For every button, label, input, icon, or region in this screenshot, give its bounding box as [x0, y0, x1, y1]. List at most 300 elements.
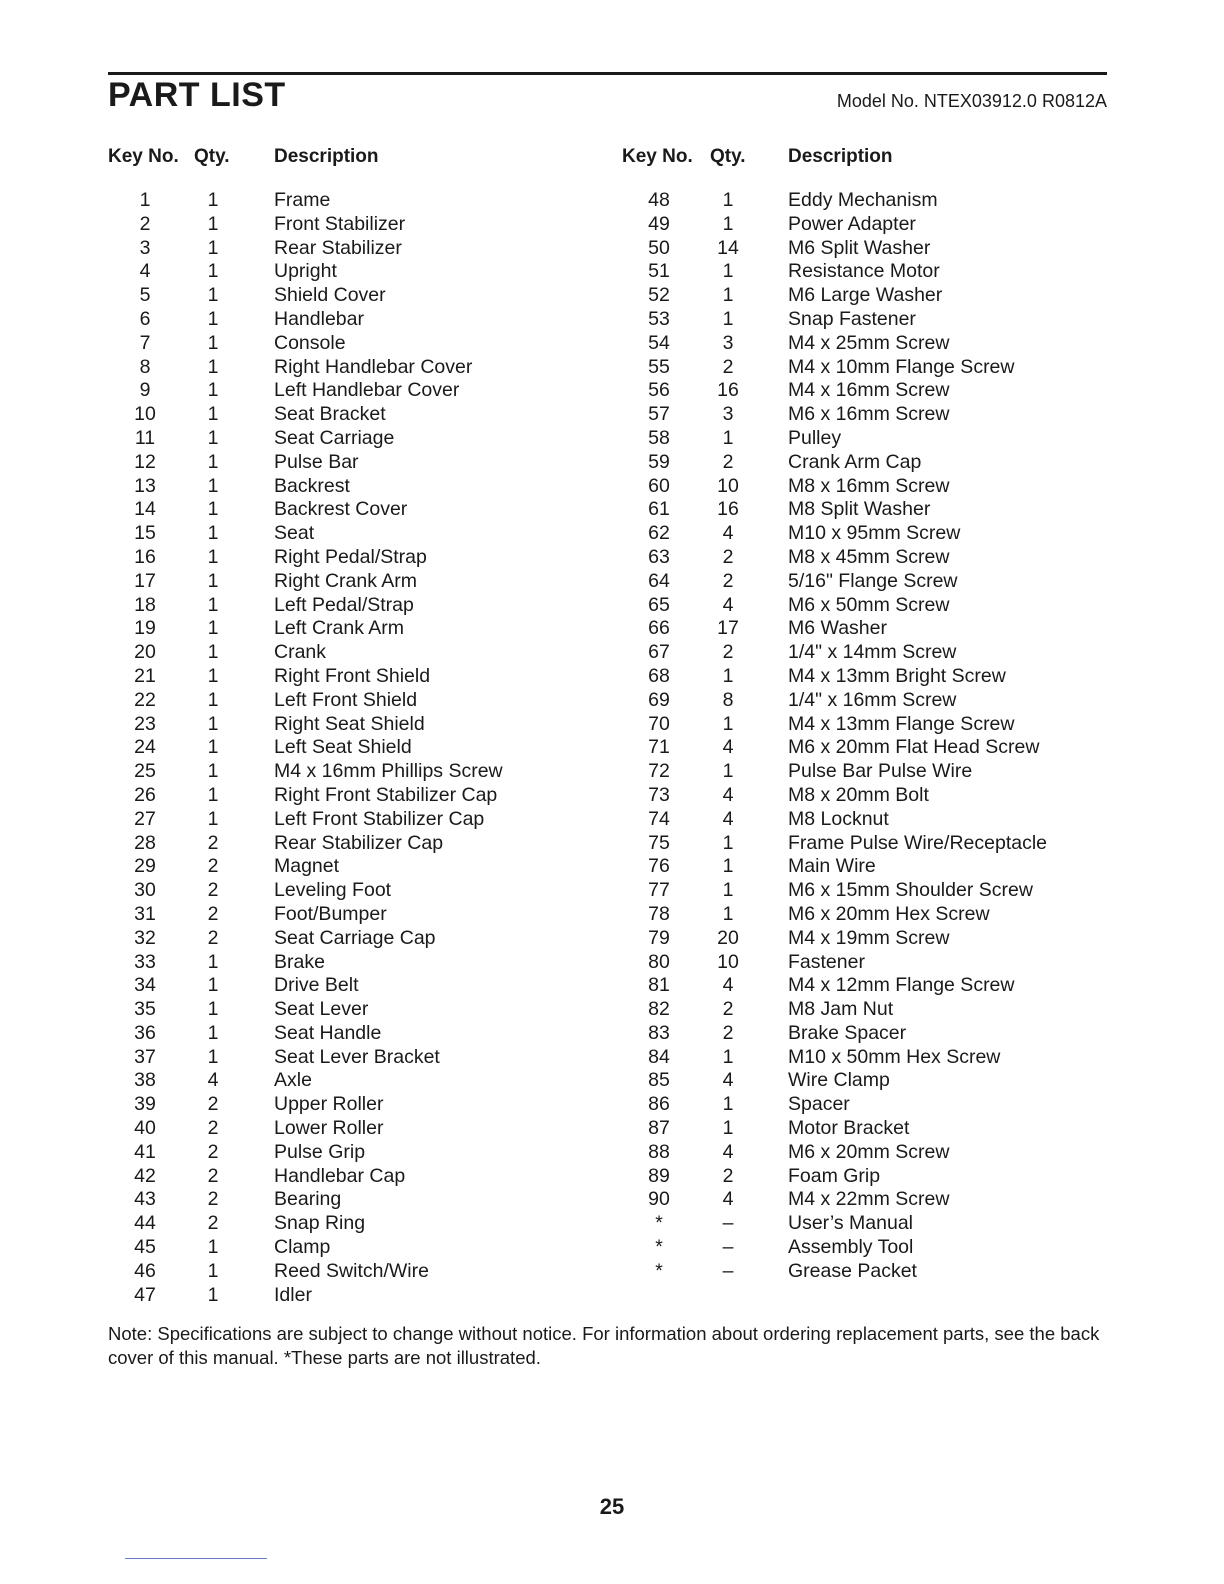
part-key-number: 87 [648, 1117, 670, 1140]
part-key-number: 24 [134, 736, 156, 759]
part-key-number: 22 [134, 688, 156, 711]
part-row [0, 879, 1224, 903]
part-row [0, 403, 1224, 427]
header-rule [108, 72, 1107, 75]
part-key-number: 65 [648, 593, 670, 616]
part-description: M8 x 20mm Bolt [788, 783, 929, 806]
part-key-number: 48 [648, 189, 670, 211]
part-description: Right Seat Shield [274, 712, 425, 735]
part-key-number: 75 [648, 831, 670, 854]
right-header-key: Key No. [622, 146, 693, 167]
right-parts-table [0, 189, 1224, 1284]
part-row [0, 379, 1224, 403]
part-description: Left Front Stabilizer Cap [274, 807, 485, 830]
part-quantity: 1 [207, 712, 219, 735]
part-description: M6 Washer [788, 617, 887, 640]
part-key-number: 59 [648, 450, 670, 473]
part-row [0, 308, 1224, 332]
part-row [0, 498, 1224, 522]
part-description: Left Front Shield [274, 688, 418, 711]
part-description: 1/4" x 16mm Screw [788, 688, 957, 711]
part-description: Seat Carriage Cap [274, 926, 436, 949]
part-key-number: 30 [134, 879, 156, 902]
part-key-number: 14 [134, 498, 156, 521]
part-quantity: 1 [722, 212, 734, 235]
part-quantity: 1 [722, 712, 734, 735]
part-quantity: 2 [207, 926, 219, 949]
page-title: PART LIST [108, 76, 286, 114]
part-quantity: 1 [722, 879, 734, 902]
part-key-number: 73 [648, 783, 670, 806]
part-key-number: 28 [134, 831, 156, 854]
part-description: Drive Belt [274, 974, 359, 997]
part-description: Lower Roller [274, 1117, 384, 1140]
part-quantity: 2 [722, 569, 734, 592]
part-quantity: 14 [717, 236, 739, 259]
part-key-number: 27 [134, 807, 156, 830]
part-quantity: – [722, 1259, 734, 1282]
part-quantity: 1 [207, 403, 219, 426]
part-description: M6 x 15mm Shoulder Screw [788, 879, 1033, 902]
part-key-number: 80 [648, 950, 670, 973]
part-description: Leveling Foot [274, 879, 392, 902]
part-quantity: 4 [722, 1069, 734, 1092]
part-description: Assembly Tool [788, 1236, 914, 1259]
part-key-number: 74 [648, 807, 670, 830]
part-row [0, 1046, 1224, 1070]
footnote: Note: Specifications are subject to change without notice. For information about ordering replacement parts, see the back cover of this manual. *These parts are not illustrated. [108, 1323, 1100, 1368]
part-description: Right Front Stabilizer Cap [274, 783, 498, 806]
part-quantity: 1 [207, 1259, 219, 1282]
part-quantity: 1 [207, 426, 219, 449]
part-description: Brake Spacer [788, 1021, 907, 1044]
part-key-number: 81 [648, 974, 670, 997]
part-key-number: 61 [648, 498, 670, 521]
part-description: Pulse Bar [274, 450, 359, 473]
part-quantity: 4 [722, 1140, 734, 1163]
part-key-number: 37 [134, 1045, 156, 1068]
part-key-number: 72 [648, 760, 670, 783]
part-key-number: 6 [139, 307, 151, 330]
part-row [0, 1260, 1224, 1284]
part-quantity: 1 [722, 1093, 734, 1116]
part-key-number: 82 [648, 998, 670, 1021]
part-quantity: 1 [207, 736, 219, 759]
part-quantity: 1 [207, 664, 219, 687]
part-row [0, 760, 1224, 784]
part-key-number: 2 [139, 212, 151, 235]
part-key-number: 62 [648, 522, 670, 545]
part-description: Pulse Bar Pulse Wire [788, 760, 973, 783]
part-description: Left Handlebar Cover [274, 379, 460, 402]
part-quantity: 2 [207, 831, 219, 854]
part-row [0, 522, 1224, 546]
part-key-number: 47 [134, 1283, 156, 1306]
part-row [0, 1165, 1224, 1189]
part-quantity: 1 [207, 450, 219, 473]
part-quantity: 1 [207, 236, 219, 259]
part-key-number: 84 [648, 1045, 670, 1068]
part-key-number: 33 [134, 950, 156, 973]
part-description: Seat Lever [274, 998, 369, 1021]
part-key-number: 43 [134, 1188, 156, 1211]
part-description: Seat Handle [274, 1021, 382, 1044]
part-description: Upper Roller [274, 1093, 384, 1116]
part-key-number: 13 [134, 474, 156, 497]
part-quantity: 2 [722, 450, 734, 473]
part-key-number: 35 [134, 998, 156, 1021]
part-row [0, 641, 1224, 665]
part-key-number: 63 [648, 545, 670, 568]
part-row [0, 475, 1224, 499]
part-key-number: 12 [134, 450, 156, 473]
part-description: Rear Stabilizer [274, 236, 402, 259]
part-row [0, 808, 1224, 832]
part-key-number: 20 [134, 641, 156, 664]
part-quantity: 2 [207, 855, 219, 878]
part-row [0, 689, 1224, 713]
left-header-description: Description [274, 146, 379, 167]
part-key-number: 23 [134, 712, 156, 735]
part-description: Eddy Mechanism [788, 189, 938, 211]
part-description: Snap Ring [274, 1212, 366, 1235]
part-description: 5/16" Flange Screw [788, 569, 958, 592]
part-row [0, 1117, 1224, 1141]
part-description: M6 x 16mm Screw [788, 403, 950, 426]
footer-divider [125, 1558, 267, 1559]
part-description: Seat Lever Bracket [274, 1045, 440, 1068]
part-quantity: 2 [207, 1164, 219, 1187]
part-description: Left Pedal/Strap [274, 593, 414, 616]
part-description: M4 x 12mm Flange Screw [788, 974, 1015, 997]
part-quantity: 1 [207, 569, 219, 592]
part-row [0, 1022, 1224, 1046]
part-quantity: 4 [722, 593, 734, 616]
part-description: Snap Fastener [788, 307, 916, 330]
part-row [0, 213, 1224, 237]
part-key-number: 70 [648, 712, 670, 735]
part-quantity: 4 [722, 1188, 734, 1211]
part-key-number: 67 [648, 641, 670, 664]
part-quantity: 1 [207, 189, 219, 211]
part-description: M6 x 50mm Screw [788, 593, 950, 616]
part-key-number: 76 [648, 855, 670, 878]
part-description: Axle [274, 1069, 312, 1092]
part-row [0, 1212, 1224, 1236]
part-quantity: 1 [722, 426, 734, 449]
part-key-number: 4 [139, 260, 151, 283]
part-description: Upright [274, 260, 337, 283]
part-description: Grease Packet [788, 1259, 917, 1282]
part-key-number: 51 [648, 260, 670, 283]
part-row [0, 284, 1224, 308]
part-key-number: 55 [648, 355, 670, 378]
part-row [0, 570, 1224, 594]
part-key-number: 50 [648, 236, 670, 259]
model-number: Model No. NTEX03912.0 R0812A [836, 91, 1107, 111]
part-quantity: 1 [207, 260, 219, 283]
part-quantity: 1 [207, 355, 219, 378]
part-quantity: 2 [722, 998, 734, 1021]
part-description: M6 Large Washer [788, 284, 943, 307]
part-key-number: 45 [134, 1236, 156, 1259]
part-description: Reed Switch/Wire [274, 1259, 429, 1282]
part-row [0, 1093, 1224, 1117]
part-row [0, 237, 1224, 261]
part-quantity: 1 [207, 212, 219, 235]
part-description: Spacer [788, 1093, 850, 1116]
part-key-number: 54 [648, 331, 670, 354]
part-row [0, 903, 1224, 927]
part-description: M4 x 16mm Phillips Screw [274, 760, 503, 783]
part-description: User’s Manual [788, 1212, 913, 1235]
part-description: M4 x 19mm Screw [788, 926, 950, 949]
part-quantity: 4 [722, 807, 734, 830]
part-description: M4 x 13mm Flange Screw [788, 712, 1015, 735]
part-key-number: 49 [648, 212, 670, 235]
part-key-number: 39 [134, 1093, 156, 1116]
part-key-number: 89 [648, 1164, 670, 1187]
part-description: Frame Pulse Wire/Receptacle [788, 831, 1048, 854]
part-row [0, 974, 1224, 998]
part-key-number: 21 [134, 664, 156, 687]
part-quantity: 16 [717, 498, 739, 521]
part-quantity: 1 [207, 307, 219, 330]
part-key-number: 83 [648, 1021, 670, 1044]
part-row [0, 927, 1224, 951]
part-key-number: 77 [648, 879, 670, 902]
part-quantity: 2 [722, 1164, 734, 1187]
part-quantity: 2 [722, 1021, 734, 1044]
part-quantity: 1 [722, 189, 734, 211]
part-key-number: * [655, 1212, 663, 1235]
part-description: M6 x 20mm Flat Head Screw [788, 736, 1040, 759]
part-description: M4 x 25mm Screw [788, 331, 950, 354]
part-description: Power Adapter [788, 212, 916, 235]
part-description: 1/4" x 14mm Screw [788, 641, 957, 664]
part-key-number: 8 [139, 355, 151, 378]
part-description: Handlebar Cap [274, 1164, 406, 1187]
part-description: Clamp [274, 1236, 331, 1259]
part-quantity: 1 [207, 379, 219, 402]
part-key-number: 19 [134, 617, 156, 640]
part-row [0, 451, 1224, 475]
part-row [0, 189, 1224, 213]
part-key-number: 57 [648, 403, 670, 426]
part-quantity: 1 [207, 522, 219, 545]
part-key-number: 44 [134, 1212, 156, 1235]
part-key-number: 5 [139, 284, 151, 307]
part-description: M8 Jam Nut [788, 998, 894, 1021]
part-row [0, 260, 1224, 284]
part-key-number: 78 [648, 902, 670, 925]
part-description: M6 x 20mm Hex Screw [788, 902, 990, 925]
part-key-number: 3 [139, 236, 151, 259]
part-key-number: 11 [134, 426, 156, 449]
part-description: M10 x 95mm Screw [788, 522, 961, 545]
part-key-number: 9 [139, 379, 151, 402]
part-quantity: 1 [722, 664, 734, 687]
part-quantity: 1 [207, 783, 219, 806]
part-quantity: 16 [717, 379, 739, 402]
part-description: Pulse Grip [274, 1140, 366, 1163]
part-key-number: 68 [648, 664, 670, 687]
part-quantity: 1 [722, 760, 734, 783]
part-description: M6 Split Washer [788, 236, 931, 259]
part-key-number: 16 [134, 545, 156, 568]
part-key-number: 71 [648, 736, 670, 759]
part-quantity: 3 [722, 331, 734, 354]
part-quantity: 17 [717, 617, 739, 640]
part-row [0, 594, 1224, 618]
part-description: Seat Carriage [274, 426, 395, 449]
part-key-number: 26 [134, 783, 156, 806]
part-quantity: 2 [207, 1188, 219, 1211]
part-quantity: 1 [207, 974, 219, 997]
part-key-number: 25 [134, 760, 156, 783]
part-key-number: 53 [648, 307, 670, 330]
part-row [0, 1141, 1224, 1165]
part-quantity: 3 [722, 403, 734, 426]
part-key-number: 64 [648, 569, 670, 592]
part-quantity: 10 [717, 474, 739, 497]
part-quantity: 1 [207, 950, 219, 973]
part-key-number: 31 [134, 902, 156, 925]
part-quantity: – [722, 1236, 734, 1259]
part-quantity: 4 [207, 1069, 219, 1092]
part-quantity: 1 [207, 641, 219, 664]
part-description: M6 x 20mm Screw [788, 1140, 950, 1163]
part-key-number: 56 [648, 379, 670, 402]
part-quantity: 1 [207, 1021, 219, 1044]
part-quantity: 1 [207, 593, 219, 616]
part-key-number: 38 [134, 1069, 156, 1092]
part-row [0, 546, 1224, 570]
part-key-number: 34 [134, 974, 156, 997]
part-description: Foot/Bumper [274, 902, 387, 925]
part-description: Resistance Motor [788, 260, 940, 283]
part-quantity: 4 [722, 736, 734, 759]
part-description: Handlebar [274, 307, 364, 330]
part-description: Rear Stabilizer Cap [274, 831, 444, 854]
part-key-number: 79 [648, 926, 670, 949]
part-quantity: 1 [722, 1117, 734, 1140]
part-quantity: 1 [207, 498, 219, 521]
part-key-number: 60 [648, 474, 670, 497]
page-number: 25 [599, 1494, 625, 1519]
part-description: M8 x 45mm Screw [788, 545, 950, 568]
part-key-number: 88 [648, 1140, 670, 1163]
part-key-number: 69 [648, 688, 670, 711]
part-key-number: 42 [134, 1164, 156, 1187]
part-key-number: 17 [134, 569, 156, 592]
part-description: Front Stabilizer [274, 212, 406, 235]
part-description: Frame [274, 189, 331, 211]
part-description: Backrest Cover [274, 498, 408, 521]
part-key-number: 90 [648, 1188, 670, 1211]
part-quantity: 1 [722, 307, 734, 330]
part-quantity: 1 [722, 831, 734, 854]
part-description: Main Wire [788, 855, 876, 878]
right-header-qty: Qty. [710, 146, 746, 167]
part-quantity: 2 [207, 1212, 219, 1235]
part-quantity: 1 [207, 284, 219, 307]
part-key-number: 1 [139, 189, 151, 211]
part-quantity: 2 [722, 641, 734, 664]
part-description: Pulley [788, 426, 842, 449]
part-key-number: 10 [134, 403, 156, 426]
part-key-number: 15 [134, 522, 156, 545]
part-key-number: 36 [134, 1021, 156, 1044]
part-description: Left Seat Shield [274, 736, 412, 759]
part-description: Right Pedal/Strap [274, 545, 427, 568]
part-quantity: 1 [722, 284, 734, 307]
part-quantity: 1 [207, 1283, 219, 1306]
part-quantity: 1 [207, 545, 219, 568]
part-description: M8 Locknut [788, 807, 889, 830]
part-description: Seat Bracket [274, 403, 386, 426]
part-quantity: 1 [207, 760, 219, 783]
part-quantity: 1 [207, 688, 219, 711]
part-row [0, 332, 1224, 356]
part-row [0, 356, 1224, 380]
part-quantity: 2 [207, 879, 219, 902]
part-description: M4 x 13mm Bright Screw [788, 664, 1006, 687]
part-key-number: 7 [139, 331, 151, 354]
part-description: Brake [274, 950, 325, 973]
part-quantity: 2 [207, 902, 219, 925]
part-quantity: 1 [722, 1045, 734, 1068]
part-quantity: 2 [722, 545, 734, 568]
part-row [0, 1236, 1224, 1260]
part-quantity: 2 [722, 355, 734, 378]
part-quantity: 1 [207, 474, 219, 497]
part-key-number: 52 [648, 284, 670, 307]
part-key-number: * [655, 1259, 663, 1282]
part-key-number: 32 [134, 926, 156, 949]
left-header-qty: Qty. [194, 146, 230, 167]
part-key-number: 41 [134, 1140, 156, 1163]
part-quantity: 1 [722, 855, 734, 878]
part-description: Bearing [274, 1188, 342, 1211]
part-quantity: 1 [207, 331, 219, 354]
part-description: Wire Clamp [788, 1069, 890, 1092]
part-row [0, 736, 1224, 760]
part-description: Right Front Shield [274, 664, 431, 687]
part-description: Left Crank Arm [274, 617, 405, 640]
part-quantity: – [722, 1212, 734, 1235]
part-quantity: 1 [207, 1045, 219, 1068]
part-quantity: 2 [207, 1117, 219, 1140]
part-key-number: 40 [134, 1117, 156, 1140]
part-row [0, 713, 1224, 737]
part-row [0, 427, 1224, 451]
part-row [0, 784, 1224, 808]
right-header-description: Description [788, 146, 893, 167]
part-key-number: 66 [648, 617, 670, 640]
part-key-number: 18 [134, 593, 156, 616]
part-description: Crank Arm Cap [788, 450, 922, 473]
part-quantity: 10 [717, 950, 739, 973]
part-quantity: 4 [722, 522, 734, 545]
left-header-key: Key No. [108, 146, 179, 167]
part-description: Right Crank Arm [274, 569, 418, 592]
part-description: Backrest [274, 474, 350, 497]
part-quantity: 20 [717, 926, 739, 949]
part-description: Crank [274, 641, 327, 664]
part-row [0, 1284, 600, 1308]
part-description: M10 x 50mm Hex Screw [788, 1045, 1001, 1068]
